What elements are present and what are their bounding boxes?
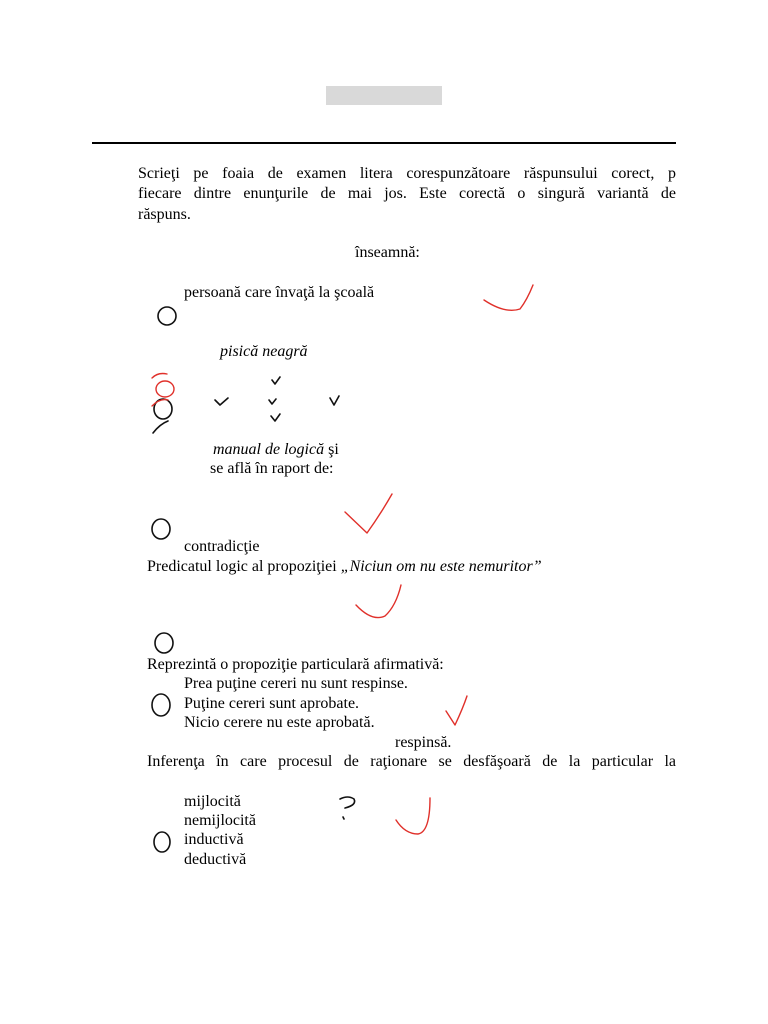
q6-option-4: deductivă	[184, 851, 247, 868]
small-tick-mark	[271, 414, 280, 421]
instructions-line-2: fiecare dintre enunţurile de mai jos. Este corectă o singură variantă de	[138, 185, 676, 202]
question-mark	[340, 797, 355, 808]
circle-mark-q5	[152, 694, 170, 716]
circle-mark-q4	[155, 633, 173, 653]
q1-option: persoană care învaţă la şcoală	[184, 284, 375, 301]
pen-stroke-mark	[153, 421, 168, 433]
q3-term: manual de logică	[213, 441, 325, 458]
circle-mark-q3	[152, 519, 170, 539]
q5-option-3: Nicio cerere nu este aprobată.	[184, 714, 375, 731]
instructions-line-3: răspuns.	[138, 206, 191, 223]
q5-question: Reprezintă o propoziţie particulară afirmativă:	[147, 656, 444, 673]
instructions-line-1: Scrieţi pe foaia de examen litera corespunzătoare răspunsului corect, p	[138, 165, 676, 182]
red-check-mark-q4	[356, 585, 401, 618]
circle-mark-q6	[154, 832, 170, 852]
q5-option-1: Prea puţine cereri nu sunt respinse.	[184, 675, 408, 692]
red-stroke-mark	[152, 374, 167, 379]
q4-text: Predicatul logic al propoziţiei	[147, 558, 341, 575]
red-check-mark-q6	[396, 798, 430, 834]
q1-keyword: înseamnă:	[355, 244, 420, 261]
q6-option-2: nemijlocită	[184, 812, 256, 829]
small-tick-mark	[215, 398, 228, 405]
q3-conjunction: şi	[328, 441, 339, 458]
red-check-mark-q5	[446, 696, 467, 725]
q6-option-3: inductivă	[184, 831, 244, 848]
q4-quote: „Niciun om nu este nemuritor”	[340, 558, 542, 575]
question-mark-dot	[343, 817, 344, 819]
red-circle-mark-q2	[156, 381, 174, 397]
q5-option-2: Puţine cereri sunt aprobate.	[184, 695, 360, 712]
q2-term: pisică neagră	[220, 343, 308, 360]
circle-mark-q1	[158, 307, 176, 325]
q3-option: contradicţie	[184, 538, 260, 555]
q3-relation: se află în raport de:	[210, 460, 334, 477]
small-tick-mark	[330, 396, 339, 405]
small-tick-mark	[269, 399, 276, 404]
red-check-mark-q3	[345, 494, 392, 533]
red-check-mark-q1	[484, 285, 533, 310]
q6-question: Inferenţa în care procesul de raţionare se desfăşoară de la particular la	[147, 753, 676, 770]
q6-option-1: mijlocită	[184, 793, 241, 810]
small-tick-mark	[272, 377, 280, 384]
q5-trailing: respinsă.	[395, 734, 452, 751]
